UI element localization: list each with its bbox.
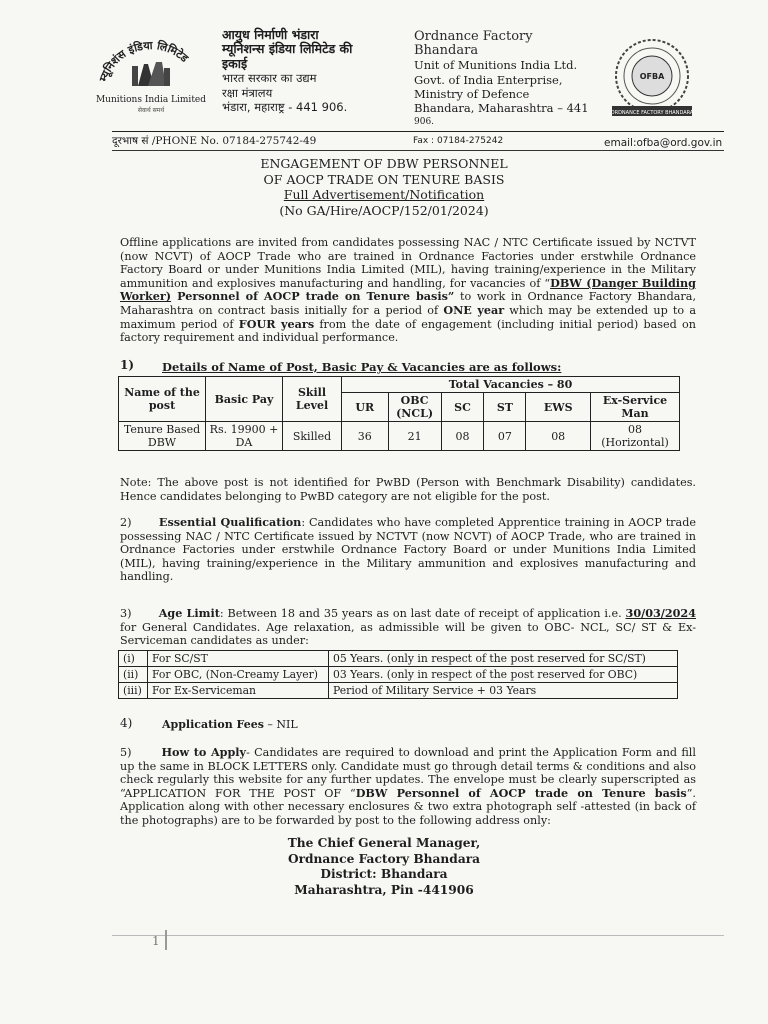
title-line-3: Full Advertisement/Notification <box>283 187 485 202</box>
section-5-paragraph: 5) How to Apply- Candidates are required to download and print the Application Form and fill up the same in BLOCK LETTERS only. Candidate must go through detail terms & conditions and also check regularly this website for any further updates. The envelope must be clearly superscripted as “APPLICATION FOR THE POST OF “DBW Personnel of AOCP trade on Tenure basis”. Application along with other necessary enclosures & two extra photograph self -attested (in back of the photographs) are to be forwarded by post to the following address only: <box>120 745 696 827</box>
hindi-line-4: भारत सरकार का उद्यम <box>222 71 317 86</box>
title-line-2: OF AOCP TRADE ON TENURE BASIS <box>263 171 505 187</box>
title-line-1: ENGAGEMENT OF DBW PERSONNEL <box>260 156 508 171</box>
page-marker <box>165 930 167 950</box>
hindi-line-1: आयुध निर्माणी भंडारा <box>222 27 319 42</box>
cell-basic-pay: Rs. 19900 + DA <box>206 422 283 451</box>
section-4-text: Application Fees – NIL <box>162 718 298 731</box>
header-obc: OBC (NCL) <box>388 393 441 422</box>
cell-post-name: Tenure Based DBW <box>119 422 206 451</box>
notice-title <box>0 156 768 218</box>
header-ews: EWS <box>526 393 591 422</box>
cell-ur: 36 <box>342 422 389 451</box>
section-1-number: 1) <box>120 358 135 372</box>
address-line-2: Ordnance Factory Bhandara <box>287 851 481 866</box>
section-1-heading: Details of Name of Post, Basic Pay & Vacancies are as follows: <box>162 360 562 374</box>
eng-line-5: 906. <box>414 117 435 128</box>
age-relaxation-table <box>118 650 678 699</box>
phone-number: दूरभाष सं /PHONE No. 07184-275742-49 <box>112 135 317 147</box>
fax-number: Fax : 07184-275242 <box>413 136 504 146</box>
mil-logo-icon <box>92 26 210 114</box>
header-ex-serviceman: Ex-Service Man <box>591 393 680 422</box>
factory-name-2: Bhandara <box>414 43 479 59</box>
section-3-number: 3) <box>120 607 132 620</box>
section-2-number: 2) <box>120 516 132 529</box>
cell-obc: 21 <box>388 422 441 451</box>
post-superscription: DBW Personnel of AOCP trade on Tenure basis <box>355 785 687 800</box>
eng-line-2: Govt. of India Enterprise, <box>414 72 563 87</box>
header-total-vacancies: Total Vacancies – 80 <box>342 377 680 393</box>
cell-st: 07 <box>484 422 526 451</box>
section-4-label: Application Fees <box>162 718 264 731</box>
row-category: For SC/ST <box>148 651 329 667</box>
ofba-seal-icon <box>606 36 698 120</box>
factory-name-1: Ordnance Factory <box>414 29 533 44</box>
hindi-line-3: इकाई <box>222 55 248 71</box>
english-address <box>414 30 594 129</box>
pwbd-note: Note: The above post is not identified for PwBD (Person with Benchmark Disability) candidates. Hence candidates belonging to PwBD category are not eligible for the post. <box>120 476 696 503</box>
vacancy-table <box>118 376 680 451</box>
section-3-paragraph: 3) Age Limit: Between 18 and 35 years as on last date of receipt of application i.e. 30/03/2024 for General Candidates. Age relaxation, as admissible will be given to OBC- NCL, SC/ ST & Ex-Serviceman candidates as under: <box>120 606 696 648</box>
cell-skill: Skilled <box>283 422 342 451</box>
header-sc: SC <box>441 393 484 422</box>
hindi-line-5: रक्षा मंत्रालय <box>222 85 273 100</box>
letterhead-rule <box>112 131 724 132</box>
footer-rule <box>112 935 724 936</box>
table-row <box>119 651 678 667</box>
row-number: (i) <box>119 651 148 667</box>
hindi-line-6: भंडारा, महाराष्ट्र - 441 906. <box>222 100 348 115</box>
eng-line-3: Ministry of Defence <box>414 86 530 101</box>
svg-text:Munitions India Limited: Munitions India Limited <box>95 95 207 105</box>
cell-sc: 08 <box>441 422 484 451</box>
row-relaxation: 05 Years. (only in respect of the post reserved for SC/ST) <box>329 651 678 667</box>
address-line-1: The Chief General Manager, <box>287 836 481 850</box>
svg-text:म्यूनिशंस इंडिया लिमिटेड: म्यूनिशंस इंडिया लिमिटेड <box>96 38 191 83</box>
table-row <box>119 667 678 683</box>
svg-text:OFBA: OFBA <box>639 72 665 81</box>
dbw-term: DBW (Danger Building Worker) <box>120 275 696 304</box>
eng-line-1: Unit of Munitions India Ltd. <box>414 58 578 73</box>
section-5-number: 5) <box>120 746 132 759</box>
eng-line-4: Bhandara, Maharashtra – 441 <box>414 101 589 116</box>
section-2-label: Essential Qualification <box>158 515 302 529</box>
contact-rule <box>112 150 724 151</box>
section-2-paragraph: 2) Essential Qualification: Candidates who have completed Apprentice training in AOCP trade possessing NAC / NTC Certificate issued by NCTVT (now NCVT) of AOCP Trade, who are trained in Ordnance Factories under erstwhile Ordnance Factory Board or under Munitions India Limited (MIL), having training/experience in the Military ammunition and explosives manufacturing and handling. <box>120 515 696 584</box>
hindi-address <box>222 28 352 114</box>
row-relaxation: Period of Military Service + 03 Years <box>329 683 678 699</box>
header-ur: UR <box>342 393 389 422</box>
intro-paragraph: Offline applications are invited from candidates possessing NAC / NTC Certificate issued by NCTVT (now NCVT) of AOCP Trade who are trained in Ordnance Factories under erstwhile Ordnance Factory Board or under Munitions India Limited (MIL), having training/experience in the Military ammunition and explosives manufacturing and handling, for vacancies of “DBW (Danger Building Worker) Personnel of AOCP trade on Tenure basis” to work in Ordnance Factory Bhandara, Maharashtra on contract basis initially for a period of ONE year which may be extended up to a maximum period of FOUR years from the date of engagement (including initial period) based on factory requirement and individual performance. <box>120 236 697 345</box>
hindi-line-2: म्यूनिशन्स इंडिया लिमिटेड की <box>222 41 353 57</box>
header-st: ST <box>484 393 526 422</box>
row-category: For Ex-Serviceman <box>148 683 329 699</box>
cell-ex-serviceman: 08 (Horizontal) <box>591 422 680 451</box>
row-category: For OBC, (Non-Creamy Layer) <box>148 667 329 683</box>
row-relaxation: 03 Years. (only in respect of the post reserved for OBC) <box>329 667 678 683</box>
svg-text:सेवार्थ समर्थ: सेवार्थ समर्थ <box>137 107 165 114</box>
section-5-label: How to Apply <box>161 745 247 759</box>
svg-text:ORDNANCE FACTORY BHANDARA: ORDNANCE FACTORY BHANDARA <box>610 110 694 116</box>
postal-address <box>0 836 768 898</box>
section-3-label: Age Limit <box>158 606 220 620</box>
header-basic-pay: Basic Pay <box>206 377 283 422</box>
cell-ews: 08 <box>526 422 591 451</box>
address-line-4: Maharashtra, Pin -441906 <box>294 882 474 897</box>
address-line-3: District: Bhandara <box>320 867 448 882</box>
email-address: email:ofba@ord.gov.in <box>604 137 723 149</box>
header-post-name: Name of the post <box>119 377 206 422</box>
table-row <box>119 683 678 699</box>
row-number: (ii) <box>119 667 148 683</box>
title-line-4: (No GA/Hire/AOCP/152/01/2024) <box>279 202 489 218</box>
page-number: 1 <box>152 934 160 948</box>
row-number: (iii) <box>119 683 148 699</box>
last-date: 30/03/2024 <box>625 606 696 620</box>
section-4-number: 4) <box>120 716 133 730</box>
table-row <box>119 422 680 451</box>
header-skill-level: Skill Level <box>283 377 342 422</box>
